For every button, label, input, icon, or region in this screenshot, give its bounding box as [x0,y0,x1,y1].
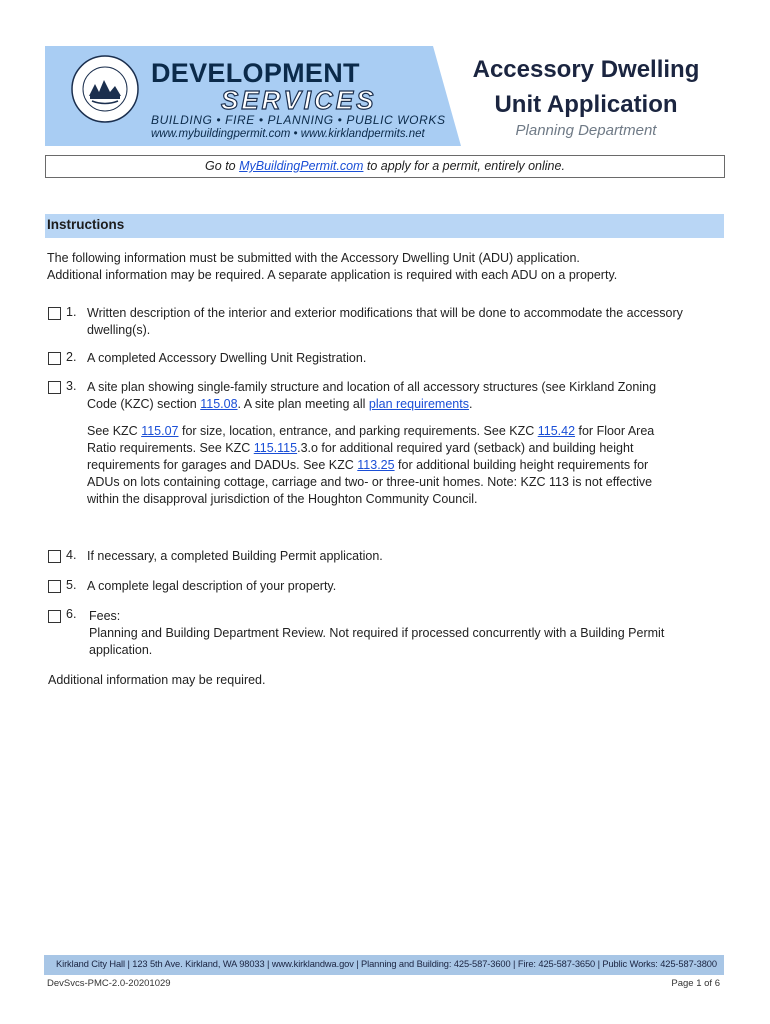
kzc-note-line-4: ADUs on lots containing cottage, carriage and two- or three-unit homes. Note: KZC 113 is not effective [87,475,653,489]
checkbox-item-4[interactable] [48,550,61,563]
city-seal-icon [70,54,140,124]
checkbox-item-6[interactable] [48,610,61,623]
item-3-line-2: Code (KZC) section 115.08. A site plan meeting all plan requirements. [87,397,473,411]
departments-list: BUILDING • FIRE • PLANNING • PUBLIC WORKS [151,113,446,127]
online-notice [45,155,725,178]
online-prefix: Go to [205,159,240,173]
item-1-text [87,305,717,339]
checkbox-item-5[interactable] [48,580,61,593]
mybuildingpermit-link[interactable]: MyBuildingPermit.com [239,159,364,173]
footer-contact-bar [44,955,724,975]
item-6-number: 6. [66,607,77,621]
online-suffix: to apply for a permit, entirely online. [363,159,565,173]
kzc-115-115-link[interactable]: 115.115 [253,441,298,455]
kzc-115-42-link[interactable]: 115.42 [537,424,576,438]
item-6-line-3: application. [89,643,153,657]
item-4-number: 4. [66,548,77,562]
kzc-note-line-3: requirements for garages and DADUs. See KZC 113.25 for additional building height requirements for [87,458,649,472]
item-1-line-1: Written description of the interior and exterior modifications that will be done to accommodate the accessory [87,306,683,320]
plan-requirements-link[interactable]: plan requirements [368,397,469,411]
kzc-note-line-1: See KZC 115.07 for size, location, entrance, and parking requirements. See KZC 115.42 for Floor Area [87,424,655,438]
intro-paragraph [47,250,722,284]
intro-line-1: The following information must be submitted with the Accessory Dwelling Unit (ADU) application. [47,251,580,265]
development-title: DEVELOPMENT [151,58,360,88]
instructions-heading: Instructions [47,217,125,232]
page-number: Page 1 of 6 [671,978,720,989]
form-code: DevSvcs-PMC-2.0-20201029 [47,978,171,989]
item-5-number: 5. [66,578,77,592]
checkbox-item-1[interactable] [48,307,61,320]
intro-line-2: Additional information may be required. A separate application is required with each ADU on a property. [47,268,618,282]
kzc-115-07-link[interactable]: 115.07 [141,424,179,438]
item-1-number: 1. [66,305,77,319]
services-title: SERVICES [221,85,377,115]
department-name: Planning Department [515,122,657,139]
item-6-text [89,608,719,659]
form-title-line1: Accessory Dwelling [472,56,700,83]
item-2-number: 2. [66,350,77,364]
form-title-line2: Unit Application [494,91,678,118]
item-3-text [87,379,717,413]
kzc-note-line-5: within the disapproval jurisdiction of the Houghton Community Council. [87,492,478,506]
footer-contact-text: Kirkland City Hall | 123 5th Ave. Kirkland, WA 98033 | www.kirklandwa.gov | Planning and Building: 425-587-3600 | Fire: 425-587-3650 | Public Works: 425-587-3800 [56,959,717,969]
item-6-line-1: Fees: [89,609,121,623]
checkbox-item-3[interactable] [48,381,61,394]
department-urls: www.mybuildingpermit.com • www.kirklandpermits.net [151,128,425,140]
kzc-note [87,423,717,508]
item-4-text: If necessary, a completed Building Permit application. [87,549,383,563]
item-5-text: A complete legal description of your property. [87,579,337,593]
item-2-text: A completed Accessory Dwelling Unit Registration. [87,351,367,365]
kzc-113-25-link[interactable]: 113.25 [357,458,395,472]
item-1-line-2: dwelling(s). [87,323,151,337]
item-6-line-2: Planning and Building Department Review. Not required if processed concurrently with a Building Permit [89,626,665,640]
closing-note: Additional information may be required. [48,673,266,687]
form-title [462,52,710,122]
item-3-number: 3. [66,379,77,393]
instructions-header [45,214,724,238]
kzc-115-08-link[interactable]: 115.08 [200,397,238,411]
item-3-line-1: A site plan showing single-family structure and location of all accessory structures (see Kirkland Zoning [87,380,657,394]
checkbox-item-2[interactable] [48,352,61,365]
kzc-note-line-2: Ratio requirements. See KZC 115.115.3.o for additional required yard (setback) and building height [87,441,634,455]
